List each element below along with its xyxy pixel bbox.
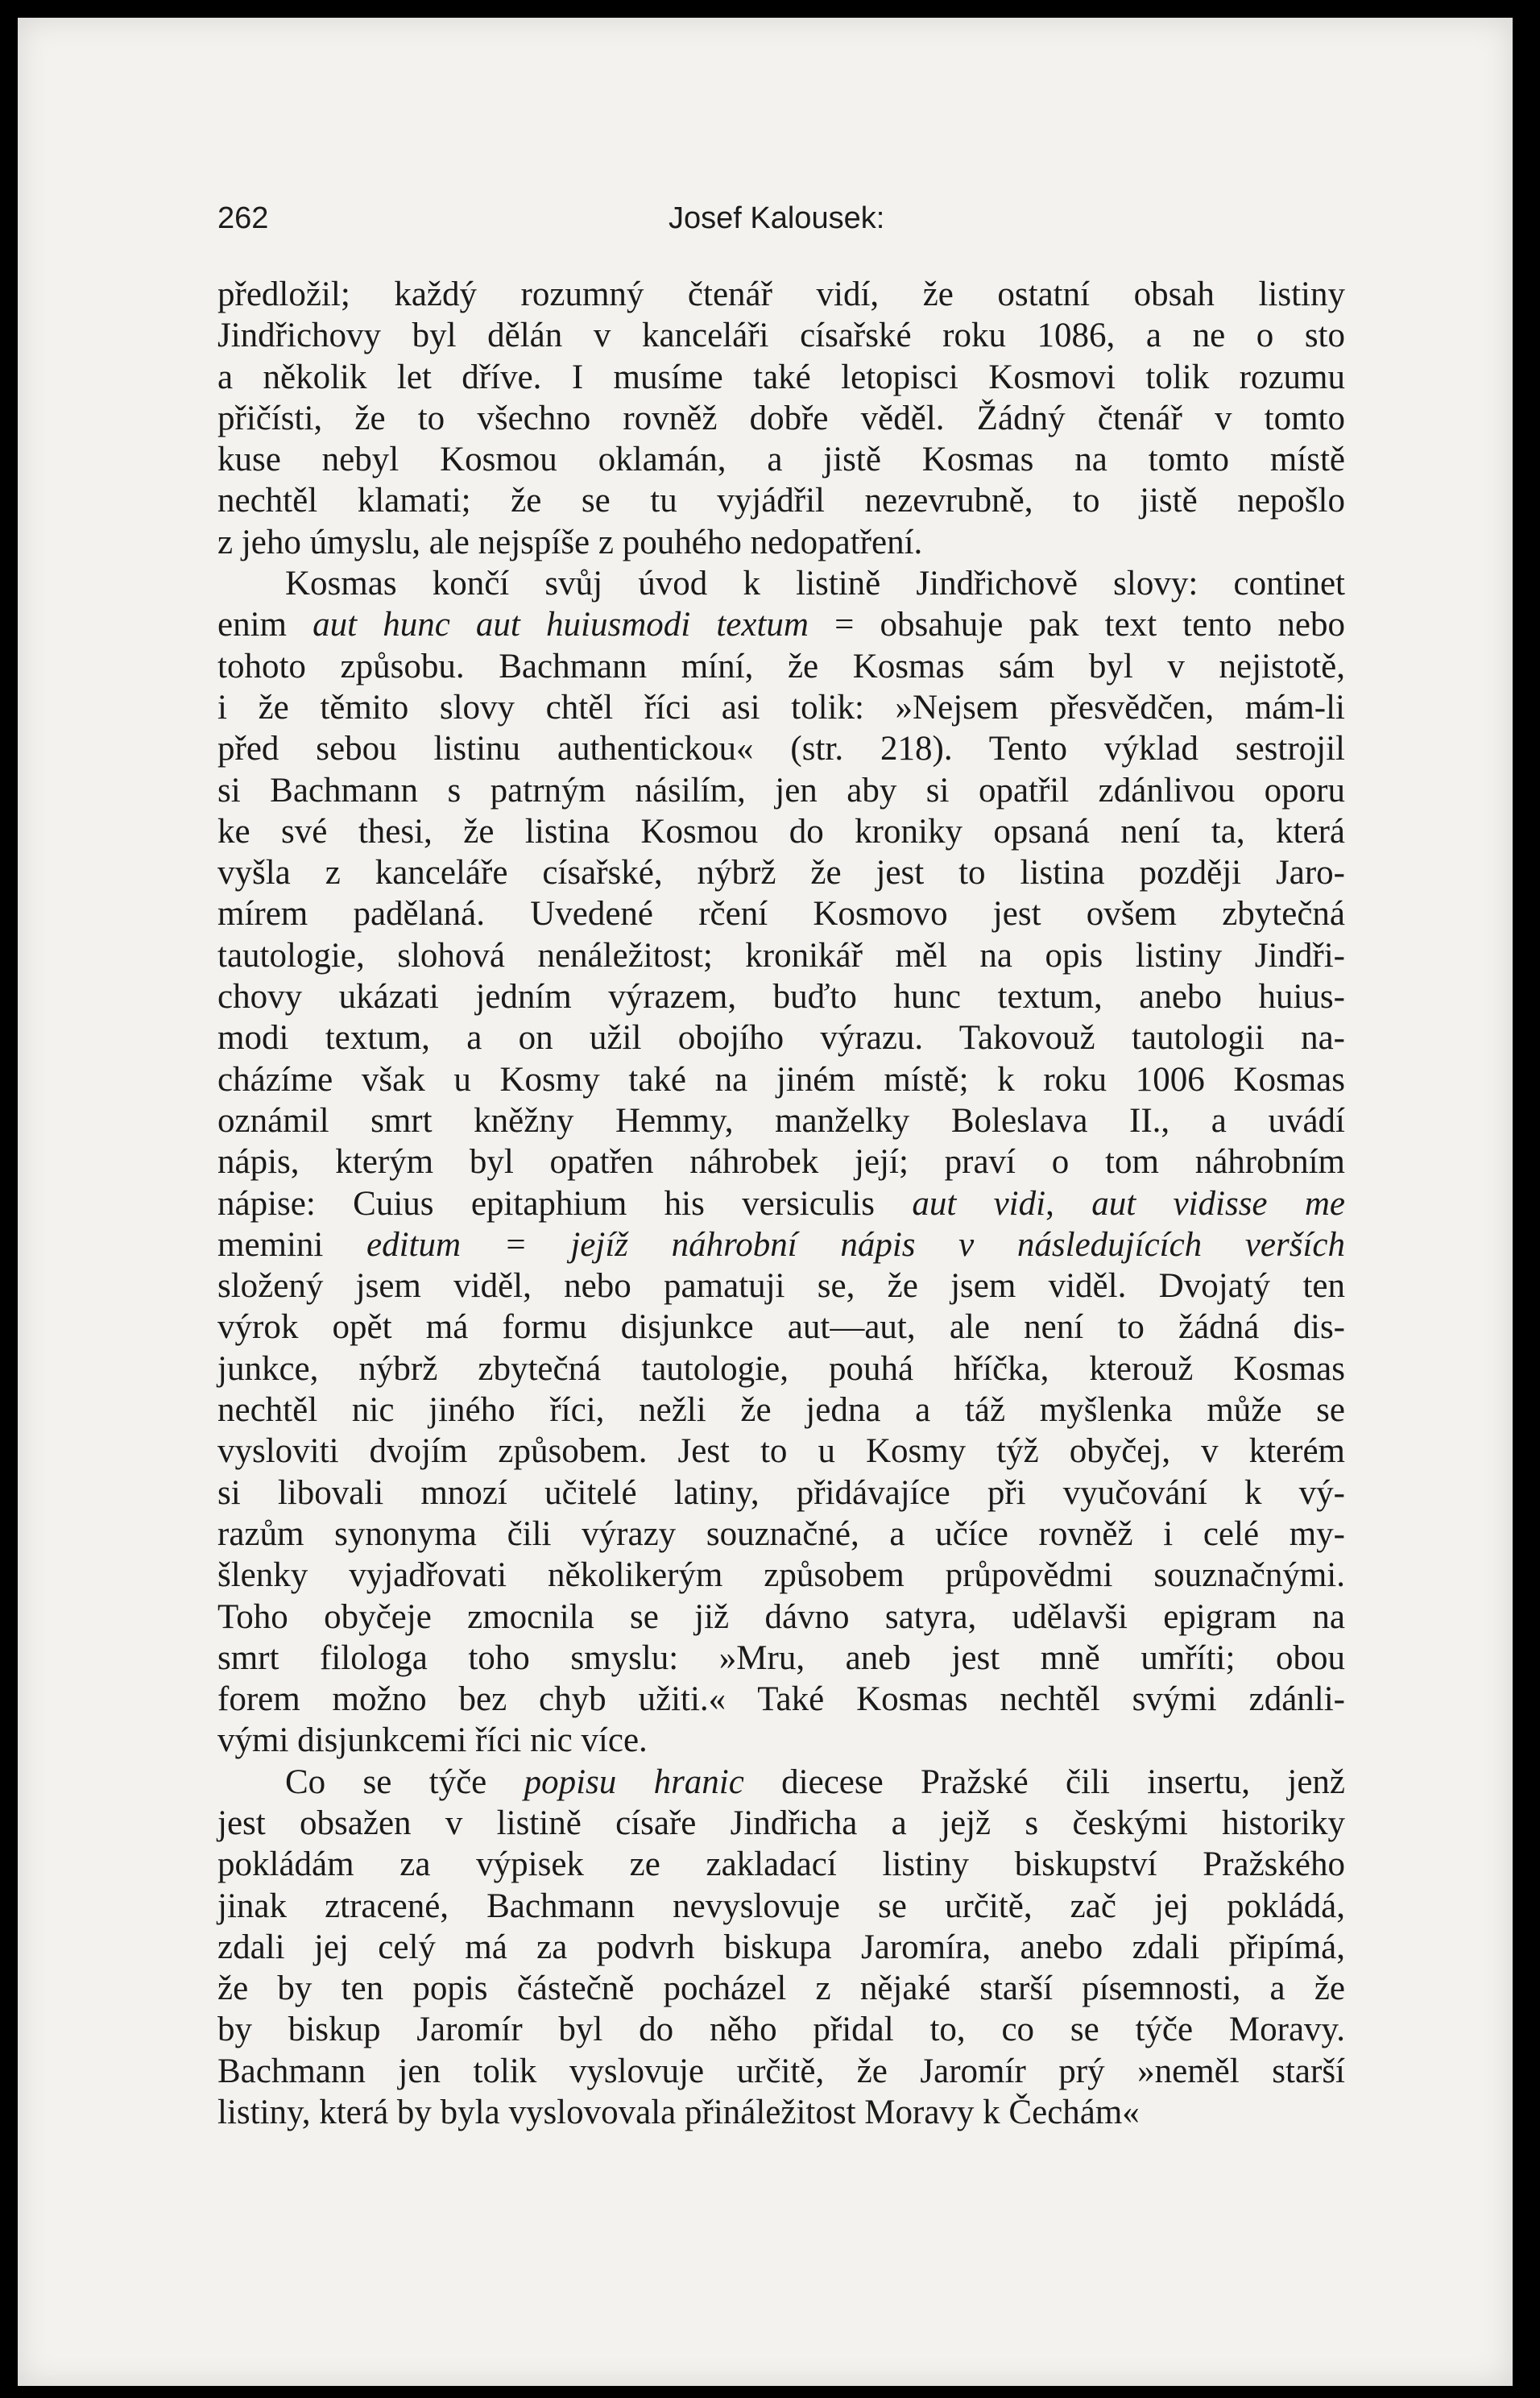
emphasis: aut vidisse me bbox=[1091, 1184, 1345, 1223]
emphasis: editum = jejíž náhrobní nápis v následujících verších bbox=[323, 1225, 1345, 1264]
text-line: razům synonyma čili výrazy souznačné, a učíce rovněž i celé my- bbox=[217, 1514, 1345, 1553]
text-line: by biskup Jaromír byl do něho přidal to, co se týče Moravy. bbox=[217, 2011, 1345, 2049]
page-number: 262 bbox=[217, 201, 269, 235]
text-line: nápis, kterým byl opatřen náhrobek její; praví o tom náhrobním bbox=[217, 1143, 1345, 1182]
text-line: memini editum = jejíž náhrobní nápis v následujících verších bbox=[217, 1225, 1345, 1264]
text-line: nechtěl nic jiného říci, nežli že jedna a táž myšlenka může se bbox=[217, 1391, 1345, 1430]
text-line: Co se týče popisu hranic diecese Pražské čili insertu, jenž bbox=[285, 1762, 1345, 1801]
text-line: i že těmito slovy chtěl říci asi tolik: »Nejsem přesvědčen, mám-li bbox=[217, 688, 1345, 727]
text-line: oznámil smrt kněžny Hemmy, manželky Boleslava II., a uvádí bbox=[217, 1101, 1345, 1140]
text-line: pokládám za výpisek ze zakladací listiny biskupství Pražského bbox=[217, 1845, 1345, 1884]
text-line: forem možno bez chyb užiti.« Také Kosmas nechtěl svými zdánli- bbox=[217, 1680, 1345, 1719]
page-header bbox=[217, 201, 1345, 246]
text-line: tohoto způsobu. Bachmann míní, že Kosmas sám byl v nejistotě, bbox=[217, 647, 1345, 685]
text-line: z jeho úmyslu, ale nejspíše z pouhého nedopatření. bbox=[217, 523, 923, 561]
text-line: tautologie, slohová nenáležitost; kronikář měl na opis listiny Jindři- bbox=[217, 936, 1345, 975]
text-line: Toho obyčeje zmocnila se již dávno satyra, udělavši epigram na bbox=[217, 1597, 1345, 1636]
paragraph bbox=[217, 1762, 1345, 2134]
text-line: Bachmann jen tolik vyslovuje určitě, že Jaromír prý »neměl starší bbox=[217, 2052, 1345, 2090]
text-line: kuse nebyl Kosmou oklamán, a jistě Kosmas na tomto místě bbox=[217, 441, 1345, 479]
running-title: Josef Kalousek: bbox=[669, 201, 885, 235]
text-line: vými disjunkcemi říci nic více. bbox=[217, 1721, 648, 1760]
text-line: vyšla z kanceláře císařské, nýbrž že jest to listina později Jaro- bbox=[217, 854, 1345, 893]
paragraph bbox=[217, 274, 1345, 563]
body-text bbox=[217, 274, 1345, 2133]
text-line: enim aut hunc aut huiusmodi textum = obsahuje pak text tento nebo bbox=[217, 606, 1346, 644]
text-line: nechtěl klamati; že se tu vyjádřil nezevrubně, to jistě nepošlo bbox=[217, 482, 1345, 520]
text-line: si Bachmann s patrným násilím, jen aby si opatřil zdánlivou oporu bbox=[217, 771, 1345, 810]
text-line: před sebou listinu authentickou« (str. 218). Tento výklad sestrojil bbox=[217, 730, 1345, 768]
paragraph bbox=[217, 563, 1345, 1762]
text-line: vysloviti dvojím způsobem. Jest to u Kosmy týž obyčej, v kterém bbox=[217, 1432, 1345, 1471]
text-line: nápise: Cuius epitaphium his versiculis aut vidi, aut vidisse me bbox=[217, 1184, 1345, 1223]
text-line: šlenky vyjadřovati několikerým způsobem průpovědmi souznačnými. bbox=[217, 1556, 1345, 1595]
emphasis: aut vidi bbox=[912, 1184, 1046, 1223]
text-line: zdali jej celý má za podvrh biskupa Jaromíra, anebo zdali připímá, bbox=[217, 1928, 1345, 1966]
text-line: Jindřichovy byl dělán v kanceláři císařské roku 1086, a ne o sto bbox=[217, 317, 1345, 355]
text-line: přičísti, že to všechno rovněž dobře věděl. Žádný čtenář v tomto bbox=[217, 399, 1345, 437]
text-line: a několik let dříve. I musíme také letopisci Kosmovi tolik rozumu bbox=[217, 358, 1345, 396]
text-line: junkce, nýbrž zbytečná tautologie, pouhá hříčka, kterouž Kosmas bbox=[217, 1349, 1345, 1388]
text-line: výrok opět má formu disjunkce aut—aut, ale není to žádná dis- bbox=[217, 1308, 1345, 1347]
text-line: předložil; každý rozumný čtenář vidí, že ostatní obsah listiny bbox=[217, 275, 1345, 313]
text-line: složený jsem viděl, nebo pamatuji se, že jsem viděl. Dvojatý ten bbox=[217, 1267, 1345, 1306]
text-line: chovy ukázati jedním výrazem, buďto hunc textum, anebo huius- bbox=[217, 978, 1345, 1017]
text-line: ke své thesi, že listina Kosmou do kroniky opsaná není ta, která bbox=[217, 812, 1345, 851]
text-line: smrt filologa toho smyslu: »Mru, aneb jest mně umříti; obou bbox=[217, 1638, 1345, 1677]
text-line: cházíme však u Kosmy také na jiném místě; k roku 1006 Kosmas bbox=[217, 1060, 1345, 1099]
text-line: jest obsažen v listině císaře Jindřicha a jejž s českými historiky bbox=[217, 1804, 1345, 1842]
text-line: Kosmas končí svůj úvod k listině Jindřichově slovy: continet bbox=[285, 565, 1345, 603]
text-line: že by ten popis částečně pocházel z nějaké starší písemnosti, a že bbox=[217, 1969, 1345, 2008]
text-line: modi textum, a on užil obojího výrazu. Takovouž tautologii na- bbox=[217, 1019, 1345, 1058]
emphasis: aut hunc aut huiusmodi textum bbox=[313, 606, 809, 644]
text-line: jinak ztracené, Bachmann nevyslovuje se určitě, zač jej pokládá, bbox=[217, 1887, 1345, 1925]
text-line: si libovali mnozí učitelé latiny, přidávajíce při vyučování k vý- bbox=[217, 1473, 1345, 1512]
emphasis: popisu hranic bbox=[524, 1762, 744, 1801]
document-page bbox=[18, 18, 1513, 2386]
text-line: mírem padělaná. Uvedené rčení Kosmovo jest ovšem zbytečná bbox=[217, 895, 1345, 934]
text-line: listiny, která by byla vyslovovala přináležitost Moravy k Čechám« bbox=[217, 2094, 1140, 2132]
